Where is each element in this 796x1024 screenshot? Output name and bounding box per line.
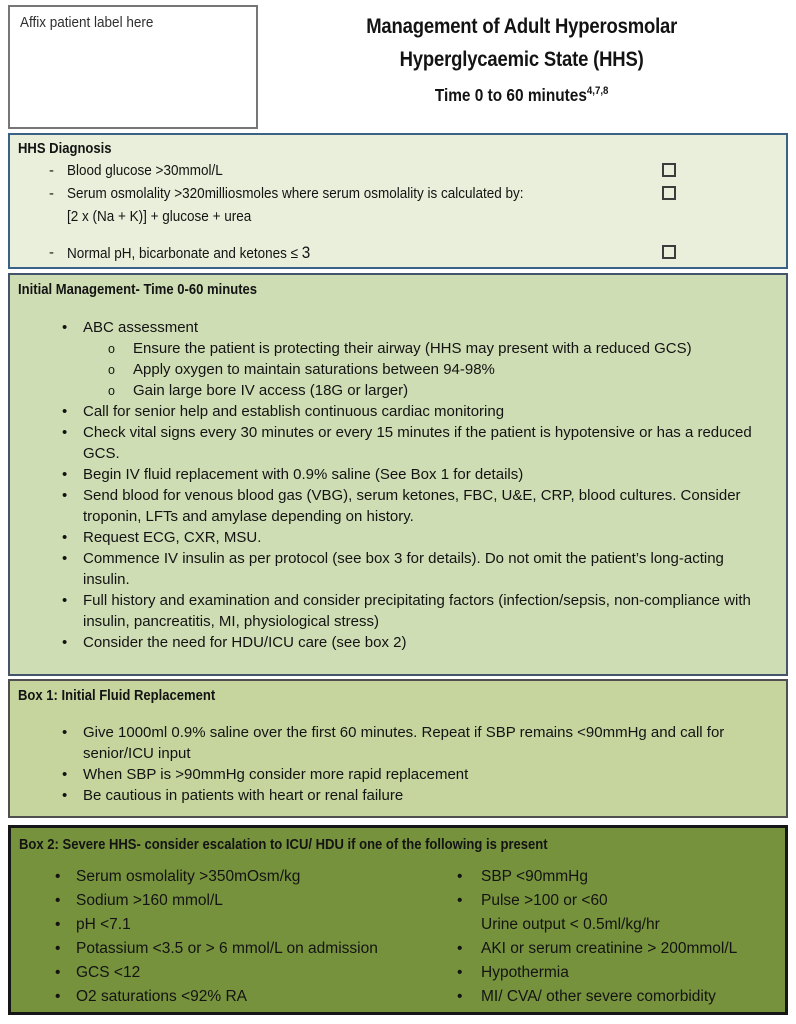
box1-list bbox=[10, 722, 762, 806]
box2-item-serum-osmolality: • Serum osmolality >350mOsm/kg bbox=[19, 865, 429, 889]
diagnosis-checkbox-serum-osmolality[interactable] bbox=[662, 186, 676, 200]
management-item-request-ecg: • Request ECG, CXR, MSU. bbox=[10, 527, 762, 548]
management-item-history: • Full history and examination and consider precipitating factors (infection/sepsis, non-compliance with insulin, pancreatitis, MI, physiological stress) bbox=[10, 590, 762, 632]
management-item-abc: • ABC assessment bbox=[10, 317, 762, 338]
box1-item-rapid-replacement: • When SBP is >90mmHg consider more rapid replacement bbox=[10, 764, 762, 785]
management-item-iv-insulin: • Commence IV insulin as per protocol (see box 3 for details). Do not omit the patient’s long-acting insulin. bbox=[10, 548, 762, 590]
title-line-1: Management of Adult Hyperosmolar bbox=[366, 15, 678, 38]
management-item-hdu-icu: • Consider the need for HDU/ICU care (see box 2) bbox=[10, 632, 762, 653]
management-item-iv-fluid: • Begin IV fluid replacement with 0.9% saline (See Box 1 for details) bbox=[10, 464, 762, 485]
box2-item-aki: • AKI or serum creatinine > 200mmol/L bbox=[429, 937, 777, 961]
box2-left-column bbox=[19, 865, 429, 1009]
box2-columns bbox=[19, 865, 777, 1009]
title-reference-superscript: 4,7,8 bbox=[587, 85, 609, 97]
hhs-diagnosis-heading: HHS Diagnosis bbox=[18, 141, 112, 157]
box2-item-hypothermia: • Hypothermia bbox=[429, 961, 777, 985]
diagnosis-item-osmolality-formula: [2 x (Na + K)] + glucose + urea bbox=[67, 208, 252, 225]
box2-item-potassium: • Potassium <3.5 or > 6 mmol/L on admission bbox=[19, 937, 429, 961]
initial-management-list bbox=[10, 317, 762, 653]
box2-item-gcs: • GCS <12 bbox=[19, 961, 429, 985]
box1-heading: Box 1: Initial Fluid Replacement bbox=[18, 688, 216, 704]
ketones-threshold-value: 3 bbox=[301, 243, 311, 262]
box2-item-urine-output: Urine output < 0.5ml/kg/hr bbox=[481, 916, 660, 933]
management-subitem-airway: o Ensure the patient is protecting their airway (HHS may present with a reduced GCS) bbox=[10, 338, 762, 359]
box1-item-give-saline: • Give 1000ml 0.9% saline over the first 60 minutes. Repeat if SBP remains <90mmHg and call for senior/ICU input bbox=[10, 722, 762, 764]
title-line-3: Time 0 to 60 minutes bbox=[435, 84, 588, 105]
box1-item-cautious: • Be cautious in patients with heart or renal failure bbox=[10, 785, 762, 806]
document-title bbox=[258, 10, 786, 111]
management-item-send-blood: • Send blood for venous blood gas (VBG), serum ketones, FBC, U&E, CRP, blood cultures. Consider troponin, LFTs and amylase depending on history. bbox=[10, 485, 762, 527]
box2-item-o2-saturations: • O2 saturations <92% RA bbox=[19, 985, 429, 1009]
initial-management-heading: Initial Management- Time 0-60 minutes bbox=[18, 282, 258, 298]
box2-item-sbp: • SBP <90mmHg bbox=[429, 865, 777, 889]
box2-item-ph: • pH <7.1 bbox=[19, 913, 429, 937]
box2-severe-hhs bbox=[8, 825, 788, 1015]
box1-fluid-replacement bbox=[8, 679, 788, 818]
management-item-vital-signs: • Check vital signs every 30 minutes or every 15 minutes if the patient is hypotensive or has a reduced GCS. bbox=[10, 422, 762, 464]
diagnosis-checkbox-blood-glucose[interactable] bbox=[662, 163, 676, 177]
diagnosis-item-serum-osmolality: - Serum osmolality >320milliosmoles where serum osmolality is calculated by: bbox=[18, 182, 778, 205]
diagnosis-checkbox-normal-ph[interactable] bbox=[662, 245, 676, 259]
management-subitem-oxygen: o Apply oxygen to maintain saturations between 94-98% bbox=[10, 359, 762, 380]
document-header bbox=[0, 0, 796, 133]
diagnosis-item-normal-ph: - Normal pH, bicarbonate and ketones ≤ 3 bbox=[18, 241, 778, 265]
patient-label-text: Affix patient label here bbox=[20, 14, 154, 31]
management-subitem-iv-access: o Gain large bore IV access (18G or larger) bbox=[10, 380, 762, 401]
box2-heading: Box 2: Severe HHS- consider escalation to ICU/ HDU if one of the following is present bbox=[19, 837, 548, 853]
initial-management-box bbox=[8, 273, 788, 676]
diagnosis-item-blood-glucose: - Blood glucose >30mmol/L bbox=[18, 159, 778, 182]
hhs-diagnosis-box bbox=[8, 133, 788, 269]
management-item-senior-help: • Call for senior help and establish continuous cardiac monitoring bbox=[10, 401, 762, 422]
patient-label-box bbox=[8, 5, 258, 129]
box2-item-pulse: • Pulse >100 or <60 bbox=[429, 889, 777, 913]
box2-right-column bbox=[429, 865, 777, 1009]
spacer bbox=[18, 228, 778, 241]
box2-item-mi-cva: • MI/ CVA/ other severe comorbidity bbox=[429, 985, 777, 1009]
box2-item-sodium: • Sodium >160 mmol/L bbox=[19, 889, 429, 913]
title-line-2: Hyperglycaemic State (HHS) bbox=[400, 48, 644, 71]
